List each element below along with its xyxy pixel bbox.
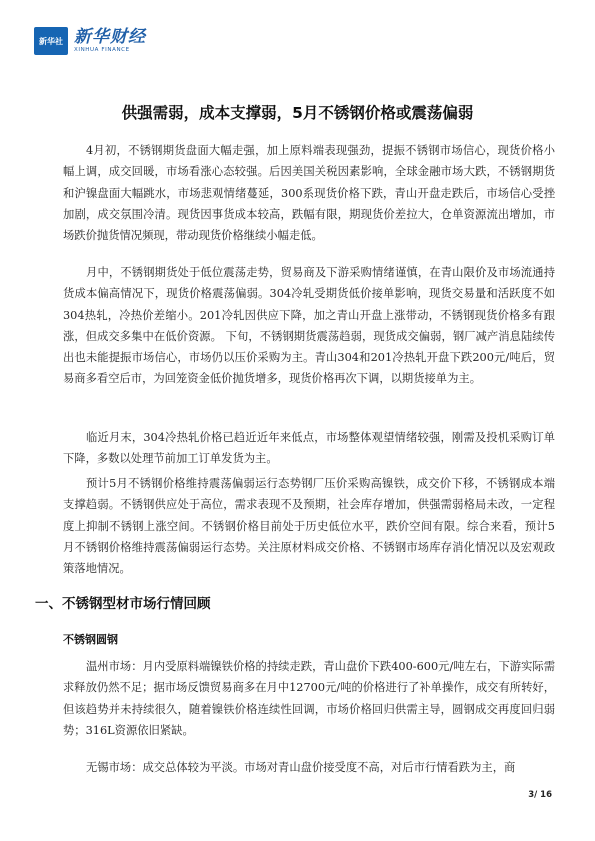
paragraph-wenzhou: 温州市场：月内受原料端镍铁价格的持续走跌，青山盘价下跌400-600元/吨左右，下游实际需求释放仍然不足；据市场反馈贸易商多在月中12700元/吨的价格进行了补单操作，成交有所转好，但该趋势并未持续很久，随着镍铁价格连续性回调，市场价格回归供需主导，圆钢成交再度回归弱势；316L资源依旧紧缺。 [63, 660, 555, 737]
page-number: 3/ 16 [528, 790, 552, 800]
logo-english: XINHUA FINANCE [74, 47, 130, 53]
logo-chinese: 新华财经 [74, 27, 146, 47]
paragraph-1: 4月初，不锈钢期货盘面大幅走强，加上原料端表现强劲，提振不锈钢市场信心，现货价格小幅上调，成交回暖，市场看涨心态较强。后因美国关税因素影响，全球金融市场大跌，不锈钢期货和沪镍盘面大幅跳水，市场悲观情绪蔓延，300系现货价格下跌，青山开盘走跌后，市场信心受挫加剧，成交氛围冷清。现货因事货成本较高，跌幅有限，期现货价差拉大，仓单资源流出增加，市场跌价抛货情况频现，带动现货价格继续小幅走低。 [63, 144, 555, 243]
paragraph-2: 月中，不锈钢期货处于低位震荡走势，贸易商及下游采购情绪谨慎，在青山限价及市场流通持货成本偏高情况下，现货价格震荡偏弱。304冷轧受期货低价接单影响，现货交易量和活跃度不如304热轧，冷热价差缩小。201冷轧因供应下降，加之青山开盘上涨带动，不锈钢现货价格多有跟涨，但成交多集中在低价资源。 下旬，不锈钢期货震荡趋弱，现货成交偏弱，钢厂减产消息陆续传出也未能提振市场信心，市场仍以压价采购为主。青山304和201冷热轧开盘下跌200元/吨后，贸易商多看空后市，为回笼资金低价抛货增多，现货价格再次下调，以期货接单为主。 [63, 266, 555, 386]
paragraph-wuxi: 无锡市场：成交总体较为平淡。市场对青山盘价接受度不高，对后市行情看跌为主，商 [86, 761, 516, 774]
paragraph-3: 临近月末，304冷热轧价格已趋近近年来低点，市场整体观望情绪较强，刚需及投机采购订单下降，多数以处理节前加工订单发货为主。 [63, 431, 555, 466]
paragraph-4: 预计5月不锈钢价格维持震荡偏弱运行态势钢厂压价采购高镍铁，成交价下移，不锈钢成本端支撑趋弱。不锈钢供应处于高位，需求表现不及预期，社会库存增加，供强需弱格局未改，一定程度上抑制不锈钢上涨空间。不锈钢价格目前处于历史低位水平，跌价空间有限。综合来看，预计5月不锈钢价格维持震荡偏弱运行态势。关注原材料成交价格、不锈钢市场库存消化情况以及宏观政策落地情况。 [63, 477, 555, 576]
section-heading: 一、不锈钢型材市场行情回顾 [35, 596, 211, 612]
logo-mark-text: 新华社 [39, 36, 63, 46]
xinhua-logo-icon [34, 27, 68, 55]
logo-text [74, 28, 146, 54]
document-title: 供强需弱，成本支撑弱，5月不锈钢价格或震荡偏弱 [121, 104, 474, 122]
xinhua-finance-logo [34, 26, 146, 56]
subsection-heading: 不锈钢圆钢 [63, 633, 118, 646]
